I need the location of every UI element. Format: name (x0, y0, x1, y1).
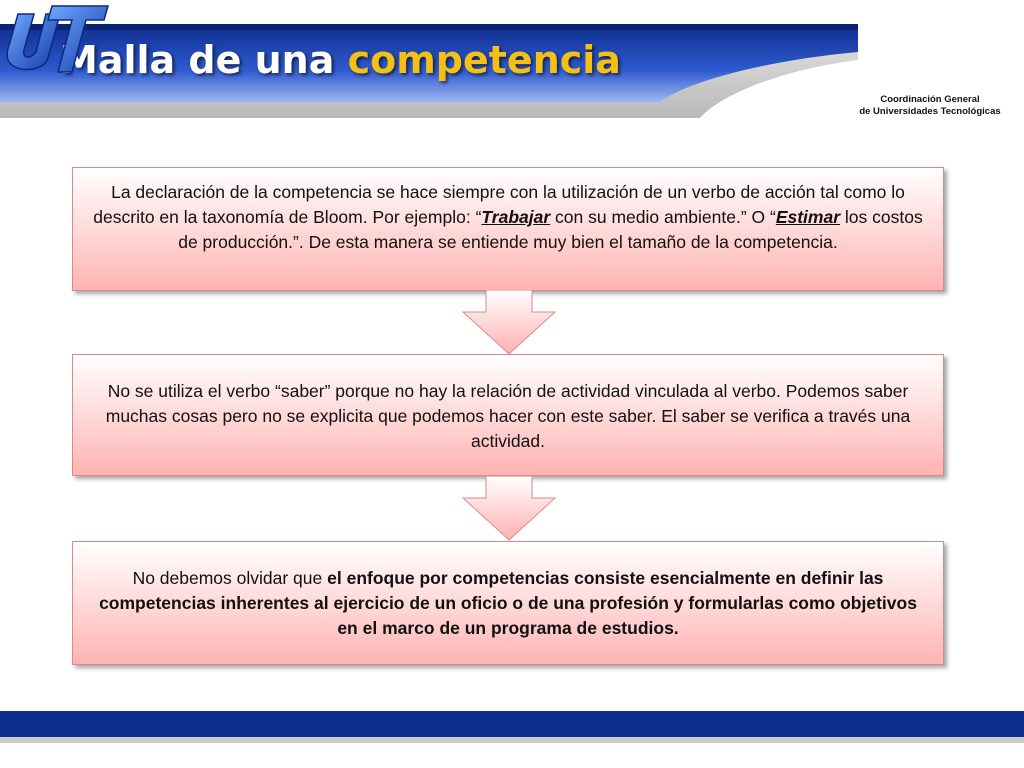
org-line-1: Coordinación General (880, 94, 980, 105)
title-accent: competencia (347, 38, 621, 82)
competency-box-3 (72, 541, 944, 665)
box-1-text-part-1: La declaración de la competencia se hace siempre con la utilización de un verbo de acción tal como lo descrito en la taxonomía de Bloom. Por ejemplo: “ (93, 182, 905, 227)
competency-box-1 (72, 167, 944, 291)
example-verb-estimar: Estimar (775, 207, 841, 227)
box-3-text-emphasis: el enfoque por competencias consiste esencialmente en definir las competencias inherentes al ejercicio de un oficio o de una profesión y formularlas como objetivos en el marco de un programa de estudios. (99, 568, 917, 638)
title-main: Malla de una (60, 38, 348, 82)
down-arrow-icon (461, 476, 557, 542)
organization-name (840, 94, 1020, 118)
box-1-text-part-3: los costos de producción.”. De esta manera se entiende muy bien el tamaño de la competencia. (178, 207, 923, 252)
footer-shadow (0, 737, 1024, 743)
box-2-text: No se utiliza el verbo “saber” porque no hay la relación de actividad vinculada al verbo. Podemos saber muchas cosas pero no se explicita que podemos hacer con este saber. El saber se verifica a través una actividad. (105, 381, 911, 451)
footer-bar (0, 711, 1024, 737)
box-3-text-intro: No debemos olvidar que (132, 568, 328, 588)
box-1-text-part-2: con su medio ambiente.” O “ (550, 207, 776, 227)
box-1-text (91, 180, 925, 255)
org-line-2: de Universidades Tecnológicas (859, 106, 1001, 117)
example-verb-trabajar: Trabajar (481, 207, 551, 227)
ut-logo-icon (0, 0, 110, 80)
header-banner (0, 0, 1024, 130)
box-3-text (91, 566, 925, 641)
page-title (60, 38, 621, 82)
down-arrow-icon (461, 290, 557, 356)
competency-box-2 (72, 354, 944, 476)
